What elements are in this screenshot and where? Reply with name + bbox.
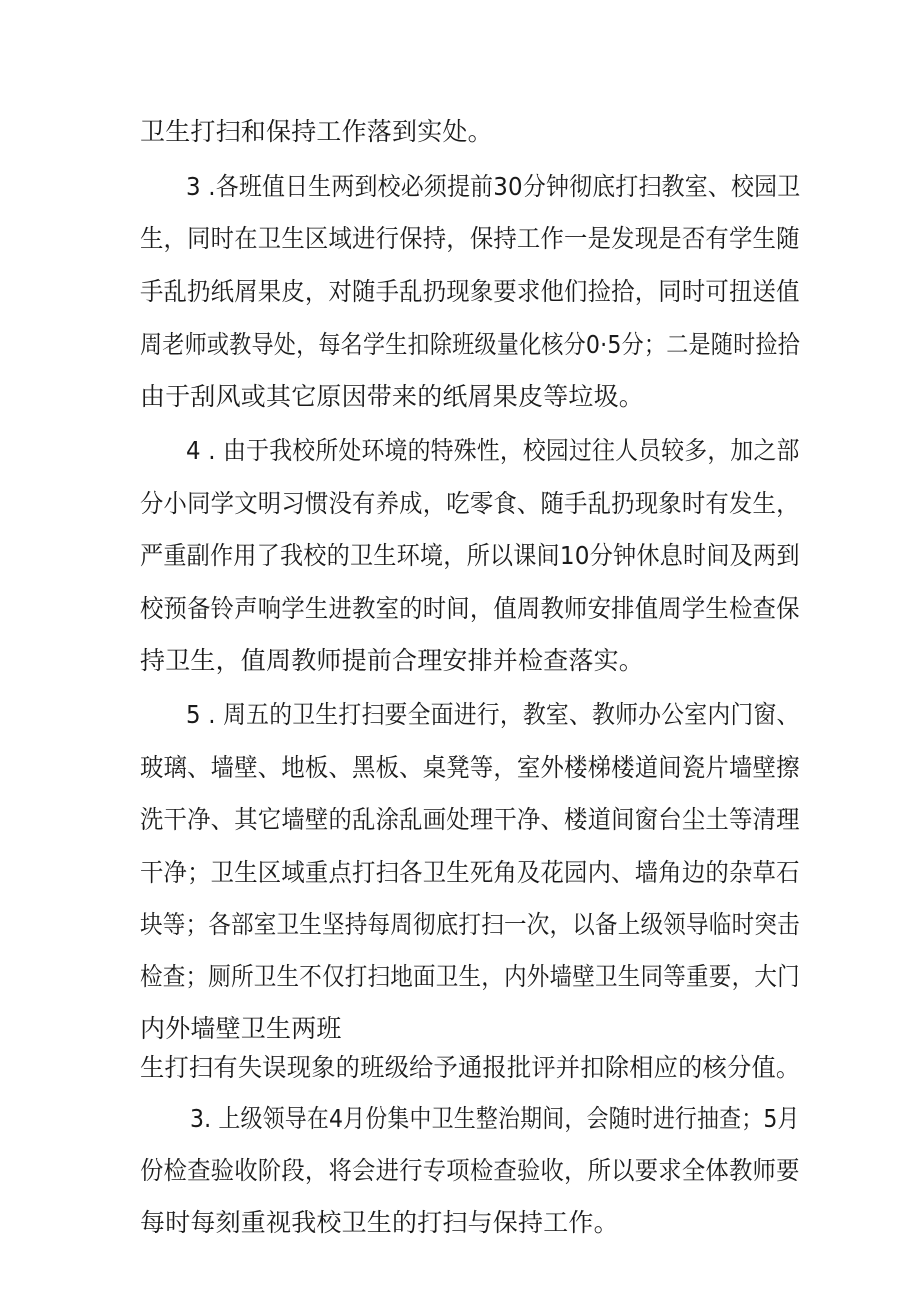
- text-line-7: 4 . 由于我校所处环境的特殊性，校园过往人员较多，加之部: [186, 436, 800, 465]
- text-line-10: 校预备铃声响学生进教室的时间，值周教师安排值周学生检查保: [140, 594, 800, 623]
- text-line-5: 周老师或教导处，每名学生扣除班级量化核分0·5分；二是随时捡拾: [140, 330, 800, 359]
- text-line-11: 持卫生，值周教师提前合理安排并检查落实。: [140, 646, 645, 675]
- text-line-20: 3. 上级领导在4月份集中卫生整治期间，会随时进行抽查；5月: [190, 1104, 800, 1133]
- text-line-12: 5 . 周五的卫生打扫要全面进行，教室、教师办公室内门窗、: [186, 700, 800, 729]
- text-line-15: 干净；卫生区域重点打扫各卫生死角及花园内、墙角边的杂草石: [140, 858, 800, 887]
- text-line-14: 洗干净、其它墙壁的乱涂乱画处理干净、楼道间窗台尘土等清理: [140, 805, 800, 834]
- text-line-21: 份检查验收阶段，将会进行专项检查验收，所以要求全体教师要: [140, 1156, 800, 1185]
- text-line-13: 玻璃、墙壁、地板、黑板、桌凳等，室外楼梯楼道间瓷片墙壁擦: [140, 753, 800, 782]
- text-line-16: 块等；各部室卫生坚持每周彻底打扫一次，以备上级领导临时突击: [140, 910, 800, 939]
- text-line-18: 内外墙壁卫生两班: [140, 1014, 342, 1043]
- text-line-2: 3 .各班值日生两到校必须提前30分钟彻底打扫教室、校园卫: [186, 172, 801, 201]
- text-line-9: 严重副作用了我校的卫生环境，所以课间10分钟休息时间及两到: [140, 541, 800, 570]
- text-line-1: 卫生打扫和保持工作落到实处。: [140, 117, 493, 146]
- text-line-4: 手乱扔纸屑果皮，对随手乱扔现象要求他们捡拾，同时可扭送值: [140, 277, 800, 306]
- text-line-6: 由于刮风或其它原因带来的纸屑果皮等垃圾。: [140, 382, 645, 411]
- text-line-22: 每时每刻重视我校卫生的打扫与保持工作。: [140, 1208, 619, 1237]
- text-line-3: 生，同时在卫生区域进行保持，保持工作一是发现是否有学生随: [140, 224, 800, 253]
- text-line-19: 生打扫有失误现象的班级给予通报批评并扣除相应的核分值。: [140, 1053, 801, 1082]
- text-line-17: 检查；厕所卫生不仅打扫地面卫生，内外墙壁卫生同等重要，大门: [140, 962, 800, 991]
- text-line-8: 分小同学文明习惯没有养成，吃零食、随手乱扔现象时有发生，: [140, 489, 800, 518]
